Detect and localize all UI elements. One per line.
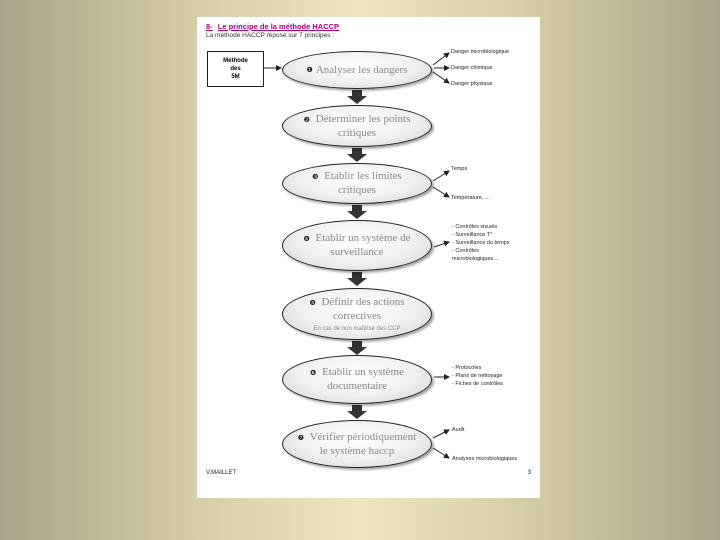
- documents-item: - Plans de nettoyage: [452, 373, 503, 379]
- step-7-text: Vérifier périodiquement le système haccp: [309, 430, 417, 457]
- step-5-text: Définir des actions correctives: [321, 295, 405, 322]
- document-page: [197, 17, 540, 498]
- step-oval-7: [282, 420, 432, 468]
- surveillance-item: - Surveillance du temps: [452, 240, 510, 246]
- danger-label-1: Danger microbiologique: [451, 49, 510, 55]
- arrow-limit-2: [433, 187, 449, 197]
- step-2-text: Déterminer les points critiques: [315, 112, 411, 139]
- limit-label-1: Temps: [451, 166, 468, 172]
- down-arrow-5: [347, 341, 367, 355]
- arrow-verify-1: [433, 430, 449, 438]
- surveillance-item: - Contrôles visuels: [452, 224, 498, 230]
- down-arrow-4: [347, 272, 367, 286]
- step-1-text: Analyser les dangers: [315, 63, 408, 76]
- footer-author: V.MAILLET: [206, 470, 237, 476]
- down-arrow-6: [347, 405, 367, 419]
- step-oval-3: [282, 163, 432, 204]
- surveillance-item: - Surveillance T°: [452, 232, 493, 238]
- documents-list: [452, 364, 503, 388]
- danger-label-3: Danger physique: [451, 81, 493, 87]
- page-number: 3: [527, 470, 531, 476]
- step-2-bullet: ❷: [303, 115, 310, 124]
- down-arrow-1: [347, 90, 367, 104]
- method-5m-box: Méthode des 5M: [207, 51, 264, 87]
- step-oval-5: [282, 288, 432, 340]
- step-4-bullet: ❹: [303, 235, 310, 243]
- verification-label-2: Analyses microbiologiques: [452, 456, 518, 462]
- verification-label-1: Audit: [452, 427, 465, 433]
- step-1-bullet: ❶: [306, 65, 313, 74]
- surveillance-item: - Contrôles: [452, 248, 479, 254]
- section-number: 8-: [206, 22, 213, 31]
- limit-label-2: Température, …: [451, 195, 491, 201]
- step-5-bullet: ❺: [309, 298, 316, 307]
- step-6-text: Etablir un système documentaire: [322, 366, 404, 392]
- down-arrow-2: [347, 148, 367, 162]
- down-arrow-3: [347, 205, 367, 219]
- step-4-text: Etablir un système de surveillance: [315, 232, 411, 258]
- arrow-limit-1: [433, 171, 449, 181]
- arrow-verify-2: [433, 448, 449, 458]
- section-title: Le principe de la méthode HACCP: [217, 22, 340, 31]
- arrow-surveillance: [434, 242, 449, 247]
- documents-item: - Fiches de contrôles: [452, 381, 504, 387]
- step-5-note: En cas de non maîtrise des CCP: [313, 325, 401, 332]
- step-7-bullet: ❼: [297, 433, 305, 442]
- step-3-text: Etablir les limites critiques: [324, 170, 402, 196]
- surveillance-list: [452, 223, 509, 263]
- section-subtitle: La méthode HACCP repose sur 7 principes :: [206, 32, 335, 39]
- arrow-danger-3: [433, 72, 449, 83]
- step-oval-1: [282, 51, 432, 89]
- step-oval-6: [282, 355, 432, 404]
- documents-item: - Protocoles: [452, 365, 482, 371]
- step-oval-4: [282, 220, 432, 271]
- step-6-bullet: ❻: [310, 369, 317, 377]
- danger-label-2: Danger chimique: [451, 65, 493, 71]
- step-oval-2: [282, 105, 432, 147]
- arrow-danger-1: [433, 53, 449, 65]
- surveillance-item: microbiologiques…: [452, 256, 499, 262]
- step-3-bullet: ❸: [312, 173, 319, 181]
